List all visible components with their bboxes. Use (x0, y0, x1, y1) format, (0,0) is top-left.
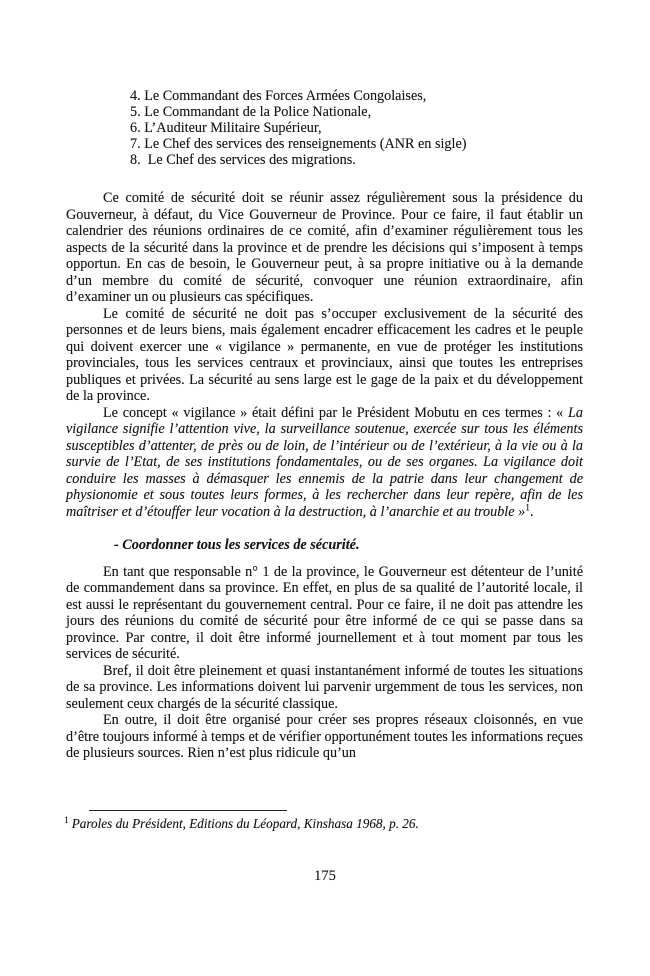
paragraph-committee-meetings: Ce comité de sécurité doit se réunir assez régulièrement sous la présidence du Gouverneur, à défaut, du Vice Gouverneur de Province. Pour ce faire, il faut établir un calendrier des réunions ordinaires de ce comité, afin d’examiner régulièrement tous les aspects de la sécurité dans la province et de prendre les décisions qui s’imposent à temps opportun. En cas de besoin, le Gouverneur peut, à sa propre initiative ou à la demande d’un membre du comité de sécurité, convoquer une réunion extraordinaire, afin d’examiner un ou plusieurs cas spécifiques. (66, 190, 583, 305)
paragraph-informed-instantly: Bref, il doit être pleinement et quasi instantanément informé de toutes les situations de sa province. Les informations doivent lui parvenir urgemment de tous les services, non seulement ceux chargés de la sécurité classique. (66, 662, 583, 712)
footnote-area (64, 810, 586, 845)
footnote-citation: Paroles du Président, Editions du Léopard, Kinshasa 1968, p. 26. (71, 816, 419, 831)
paragraph-vigilance-quote (66, 405, 583, 521)
committee-members-list (130, 88, 583, 168)
footnote-text (64, 816, 586, 832)
footnote-marker: 1 (64, 815, 69, 826)
footnote-reference: 1 (525, 502, 530, 513)
quote-closing-period: . (529, 503, 534, 520)
paragraph-own-networks: En outre, il doit être organisé pour créer ses propres réseaux cloisonnés, en vue d’être toujours informé à temps et de vérifier opportunément toutes les informations reçues de plusieurs sources. Rien n’est plus ridicule qu’un (66, 712, 583, 761)
section-heading-coordonner: - Coordonner tous les services de sécurité. (114, 537, 360, 553)
quote-lead-text: Le concept « vigilance » était défini par le Président Mobutu en ces termes : « (103, 404, 569, 421)
list-item: 4. Le Commandant des Forces Armées Congolaises, (130, 88, 427, 104)
text-block (66, 88, 583, 762)
page-number: 175 (314, 868, 336, 884)
paragraph-governor-command: En tant que responsable n° 1 de la province, le Gouverneur est détenteur de l’unité de commandement dans sa province. En effet, en plus de sa qualité de l’autorité locale, il est aussi le représentant du gouvernement central. Pour ce faire, il ne doit pas attendre les jours des réunions du comité de sécurité pour être informé de ce qui se passe dans sa province. Par contre, il doit être informé journellement et à tout moment par tous les services de sécurité. (66, 563, 583, 662)
paragraph-committee-scope: Le comité de sécurité ne doit pas s’occuper exclusivement de la sécurité des personnes et de leurs biens, mais également encadrer efficacement les cadres et le peuple qui doivent exercer une « vigilance » permanente, en vue de protéger les institutions provinciales, tous les services centraux et provinciaux, ainsi que toutes les entreprises publiques et privées. La sécurité au sens large est le gage de la paix et du développement de la province. (66, 305, 583, 404)
quote-italic-text: La vigilance signifie l’attention vive, la surveillance soutenue, exercée sur tous les éléments susceptibles d’attenter, de près ou de loin, de l’intérieur ou de l’extérieur, à la vie ou à la survie de l’Etat, de ses institutions fondamentales, ou de ses organes. La vigilance doit conduire les masses à démasquer les ennemis de la patrie dans leur changement de physionomie et sous toutes leurs formes, à les rechercher dans leur repère, afin de les maîtriser et d’étouffer leur vocation à la destruction, à l’anarchie et au trouble » (66, 404, 583, 520)
list-item: 5. Le Commandant de la Police Nationale, (130, 104, 372, 120)
list-item: 8. Le Chef des services des migrations. (130, 152, 356, 168)
footnote-separator-rule (89, 810, 287, 811)
list-item: 7. Le Chef des services des renseignements (ANR en sigle) (130, 136, 467, 152)
list-item: 6. L’Auditeur Militaire Supérieur, (130, 120, 322, 136)
